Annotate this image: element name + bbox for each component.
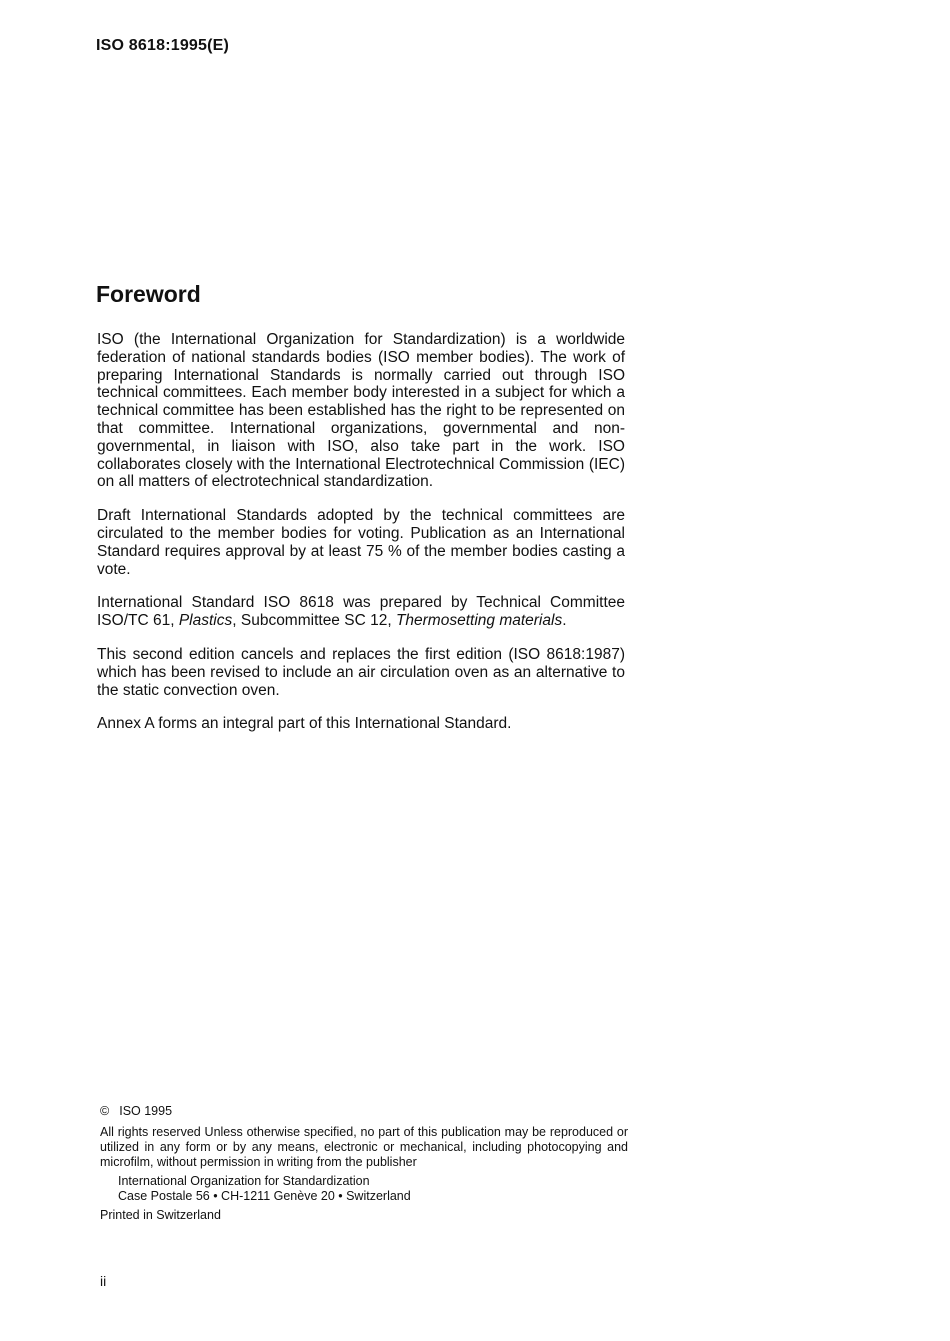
printed-in: Printed in Switzerland [100,1208,221,1222]
foreword-paragraph-1: ISO (the International Organization for Standardization) is a worldwide federation of national standards bodies (ISO member bodies). The work of preparing International Standards is normally carried out through ISO technical committees. Each member body interested in a subject for which a technical committee has been established has the right to be represented on that committee. International organizations, governmental and non-governmental, in liaison with ISO, also take part in the work. ISO collaborates closely with the International Electrotechnical Commission (IEC) on all matters of electrotechnical standardization. [97,331,625,491]
foreword-paragraph-3 [97,594,625,630]
foreword-paragraph-5: Annex A forms an integral part of this International Standard. [97,715,512,733]
paragraph-3-text-1: International Standard ISO 8618 was prepared by Technical Committee ISO/TC 61, [97,594,625,630]
foreword-title: Foreword [96,281,201,307]
foreword-body [97,331,625,749]
paragraph-3-text-2: , Subcommittee SC 12, [232,612,396,630]
foreword-paragraph-2: Draft International Standards adopted by the technical committees are circulated to the member bodies for voting. Publication as an International Standard requires approval by at least 75 % of the member bodies casting a vote. [97,507,625,578]
publisher-address [118,1174,411,1204]
page-number: ii [100,1273,107,1289]
subcommittee-name: Thermosetting materials [395,612,563,630]
postal-address: Case Postale 56 • CH-1211 Genève 20 • Switzerland [118,1189,411,1203]
copyright-year: ISO 1995 [119,1104,173,1118]
copyright-line [100,1104,172,1119]
rights-statement: All rights reserved Unless otherwise specified, no part of this publication may be reproduced or utilized in any form or by any means, electronic or mechanical, including photocopying and microfilm, without permission in writing from the publisher [100,1125,628,1169]
committee-name: Plastics [178,612,233,630]
organization-name: International Organization for Standardization [118,1174,370,1188]
copyright-icon: © [100,1104,110,1118]
foreword-paragraph-4: This second edition cancels and replaces the first edition (ISO 8618:1987) which has been revised to include an air circulation oven as an alternative to the static convection oven. [97,645,625,699]
paragraph-3-text-3: . [562,612,567,630]
document-id: ISO 8618:1995(E) [96,37,230,54]
